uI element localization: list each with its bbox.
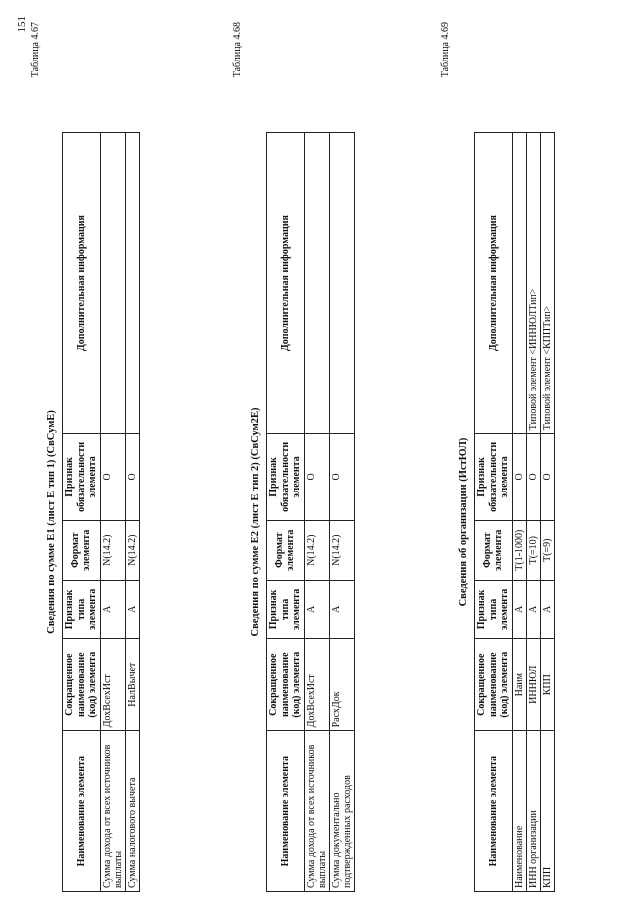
header-code: Сокращенное наименование (код) элемента [475,639,513,731]
cell-code: КПП [540,639,554,731]
header-row [475,133,513,892]
header-type: Признак типа элемента [475,580,513,638]
cell-format: Т(=9) [540,520,554,580]
cell-type: А [329,580,354,638]
cell-info: Типовой элемент <ИННЮЛТип> [526,133,540,434]
header-name: Наименование элемента [475,731,513,892]
table-title: Сведения по сумме Е2 (лист Е тип 2) (СвСум2Е) [250,407,261,637]
header-info: Дополнительная информация [63,133,101,434]
cell-info [304,133,329,434]
header-name: Наименование элемента [63,731,101,892]
cell-code: ИННЮЛ [526,639,540,731]
header-code: Сокращенное наименование (код) элемента [267,639,305,731]
cell-code: НалВычет [125,639,139,731]
cell-type: А [526,580,540,638]
page-number: 151 [16,16,28,33]
rotated-page [10,2,630,902]
cell-required: О [329,434,354,520]
cell-name: ИНН организации [526,731,540,892]
cell-required: О [100,434,125,520]
cell-required: О [304,434,329,520]
cell-type: А [512,580,526,638]
cell-name: КПП [540,731,554,892]
cell-format: Т(=10) [526,520,540,580]
header-name: Наименование элемента [267,731,305,892]
cell-format: N(14.2) [329,520,354,580]
cell-info [512,133,526,434]
cell-format: N(14.2) [125,520,139,580]
cell-format: N(14.2) [304,520,329,580]
header-type: Признак типа элемента [63,580,101,638]
table-row [329,133,354,892]
cell-type: А [540,580,554,638]
header-code: Сокращенное наименование (код) элемента [63,639,101,731]
cell-required: О [540,434,554,520]
header-format: Формат элемента [267,520,305,580]
table-row [540,133,554,892]
cell-info [100,133,125,434]
cell-required: О [512,434,526,520]
table-caption: Таблица 4.68 [232,22,243,78]
table-4-69 [474,132,555,892]
cell-code: РасхДок [329,639,354,731]
cell-required: О [125,434,139,520]
cell-type: А [125,580,139,638]
table-title: Сведения об организации (ИстЮЛ) [458,437,469,607]
header-format: Формат элемента [63,520,101,580]
cell-name: Сумма дохода от всех источников выплаты [304,731,329,892]
table-row [125,133,139,892]
cell-code: ДохВсехИст [304,639,329,731]
table-row [100,133,125,892]
table-row [304,133,329,892]
table-row [526,133,540,892]
cell-info [125,133,139,434]
cell-name: Сумма налогового вычета [125,731,139,892]
table-4-67 [62,132,140,892]
cell-info [329,133,354,434]
cell-name: Наименование [512,731,526,892]
cell-format: Т(1-1000) [512,520,526,580]
table-4-68 [266,132,355,892]
cell-name: Сумма дохода от всех источников выплаты [100,731,125,892]
header-info: Дополнительная информация [267,133,305,434]
table-caption: Таблица 4.67 [30,22,41,78]
header-type: Признак типа элемента [267,580,305,638]
cell-code: ДохВсехИст [100,639,125,731]
cell-name: Сумма документально подтвержденных расходов [329,731,354,892]
table-title: Сведения по сумме Е1 (лист Е тип 1) (СвСумЕ) [46,410,57,634]
cell-info: Типовой элемент <КППТип> [540,133,554,434]
header-row [63,133,101,892]
cell-required: О [526,434,540,520]
header-required: Признак обязательности элемента [267,434,305,520]
table-caption: Таблица 4.69 [440,22,451,78]
header-required: Признак обязательности элемента [63,434,101,520]
cell-format: N(14.2) [100,520,125,580]
table-row [512,133,526,892]
header-info: Дополнительная информация [475,133,513,434]
cell-type: А [100,580,125,638]
header-format: Формат элемента [475,520,513,580]
header-row [267,133,305,892]
cell-code: Наим [512,639,526,731]
header-required: Признак обязательности элемента [475,434,513,520]
cell-type: А [304,580,329,638]
